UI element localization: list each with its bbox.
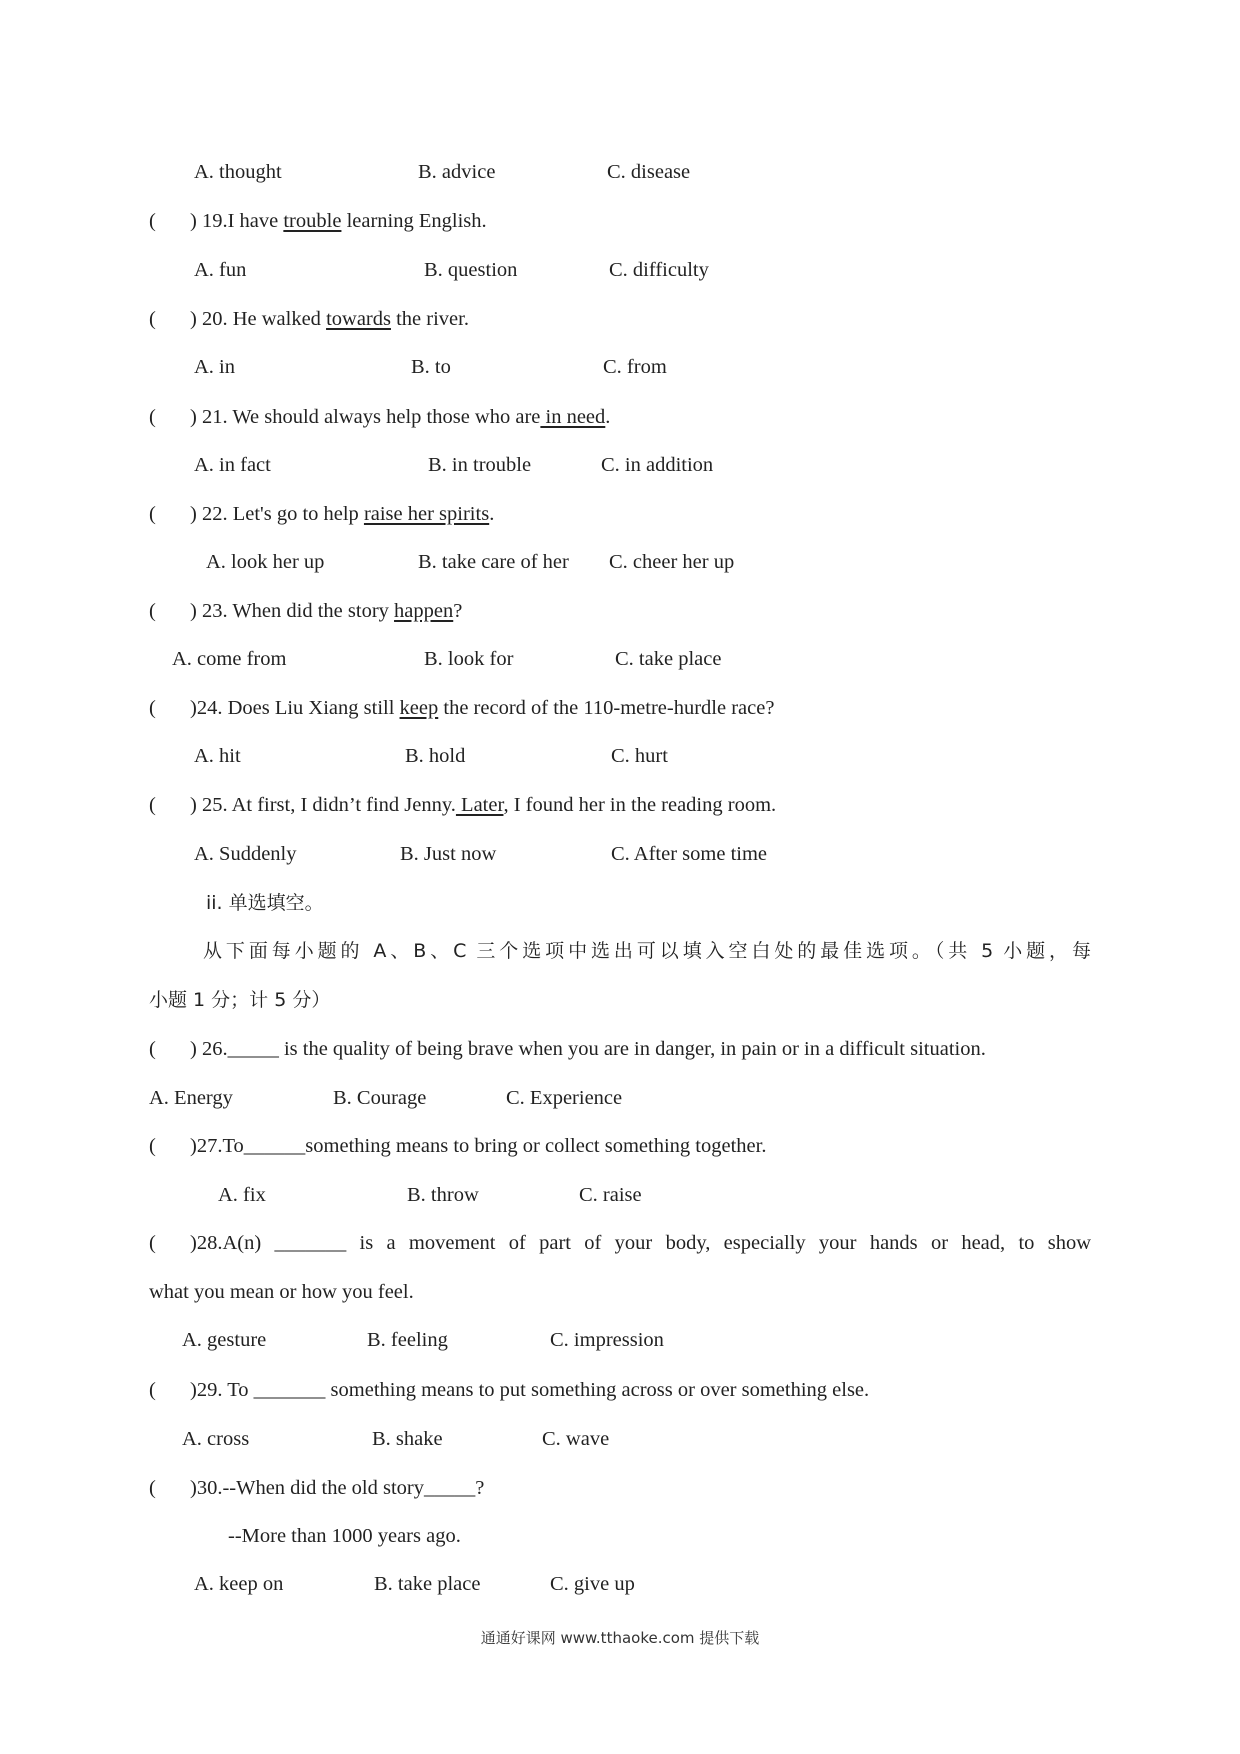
underlined-phrase: Later [455, 794, 504, 816]
section-heading: ii. 单选填空。 [206, 892, 324, 914]
answer-option: C. impression [550, 1329, 664, 1351]
answer-option: B. in trouble [428, 454, 532, 476]
answer-option: B. to [411, 356, 451, 378]
question-segment: )29. To _______ something means to put something across or over something else. [190, 1379, 870, 1401]
answer-option: C. give up [550, 1573, 635, 1595]
question-segment: ) 21. We should always help those who are [190, 406, 541, 428]
question-segment: ) 23. When did the story [190, 600, 395, 622]
underlined-phrase: keep [399, 697, 439, 719]
answer-option: A. in [194, 356, 235, 378]
answer-blank-paren[interactable]: ( [149, 600, 156, 622]
answer-option: C. disease [607, 161, 691, 183]
answer-blank-paren[interactable]: ( [149, 406, 156, 428]
answer-option: C. from [603, 356, 667, 378]
question-segment: ) 20. He walked [190, 308, 327, 330]
answer-option: A. fix [218, 1184, 266, 1206]
question-segment: learning English. [341, 210, 487, 232]
answer-blank-paren[interactable]: ( [149, 697, 156, 719]
answer-option: B. shake [372, 1428, 443, 1450]
answer-option: B. take care of her [418, 551, 569, 573]
answer-option: C. cheer her up [609, 551, 735, 573]
answer-option: A. gesture [182, 1329, 267, 1351]
answer-option: A. cross [182, 1428, 250, 1450]
question-segment: )24. Does Liu Xiang still [190, 697, 400, 719]
underlined-phrase: towards [326, 308, 391, 330]
answer-option: B. throw [407, 1184, 479, 1206]
answer-option: C. After some time [611, 843, 768, 865]
answer-option: C. difficulty [609, 259, 709, 281]
answer-option: A. hit [194, 745, 241, 767]
question-text [190, 1476, 484, 1500]
answer-option: A. thought [194, 161, 282, 183]
answer-blank-paren[interactable]: ( [149, 1477, 156, 1499]
question-segment: . [489, 503, 495, 525]
answer-blank-paren[interactable]: ( [149, 1379, 156, 1401]
question-continuation: what you mean or how you feel. [149, 1281, 414, 1303]
answer-option: C. raise [579, 1184, 642, 1206]
question-segment: the record of the 110-metre-hurdle race? [438, 697, 775, 719]
answer-option: A. in fact [194, 454, 271, 476]
answer-option: B. look for [424, 648, 514, 670]
question-text [190, 793, 776, 817]
answer-blank-paren[interactable]: ( [149, 794, 156, 816]
answer-option: A. keep on [194, 1573, 284, 1595]
answer-option: A. fun [194, 259, 247, 281]
answer-option: A. look her up [206, 551, 325, 573]
question-text [190, 1231, 1091, 1255]
question-segment: . [605, 406, 611, 428]
question-text [190, 599, 462, 623]
question-segment: )28.A(n) _______ is a movement of part of your body, especially your hands or head, to show [190, 1232, 1091, 1254]
answer-option: C. in addition [601, 454, 714, 476]
answer-option: B. Courage [333, 1087, 427, 1109]
question-text [190, 696, 774, 720]
underlined-phrase: raise her spirits [363, 503, 490, 525]
answer-option: A. Suddenly [194, 843, 297, 865]
underlined-phrase: in need [540, 406, 606, 428]
answer-blank-paren[interactable]: ( [149, 503, 156, 525]
section-instruction: 小题 1 分；计 5 分） [149, 989, 331, 1011]
question-text [190, 1134, 766, 1158]
answer-option: B. take place [374, 1573, 481, 1595]
answer-blank-paren[interactable]: ( [149, 1135, 156, 1157]
answer-option: C. Experience [506, 1087, 623, 1109]
answer-option: B. Just now [400, 843, 497, 865]
section-instruction: 从下面每小题的 A、B、C 三个选项中选出可以填入空白处的最佳选项。（共 5 小题，每 [203, 940, 1091, 962]
question-segment: the river. [390, 308, 469, 330]
question-text [190, 1378, 869, 1402]
question-segment: , I found her in the reading room. [503, 794, 777, 816]
question-continuation: --More than 1000 years ago. [228, 1525, 461, 1547]
question-segment: ) 19.I have [190, 210, 284, 232]
answer-blank-paren[interactable]: ( [149, 308, 156, 330]
question-text [190, 502, 494, 526]
answer-option: B. question [424, 259, 518, 281]
question-segment: ) 25. At first, I didn’t find Jenny. [190, 794, 456, 816]
answer-option: B. feeling [367, 1329, 448, 1351]
answer-option: A. Energy [149, 1087, 233, 1109]
question-segment: ? [453, 600, 463, 622]
question-segment: )27.To______something means to bring or collect something together. [190, 1135, 767, 1157]
answer-blank-paren[interactable]: ( [149, 1232, 156, 1254]
question-segment: ) 26._____ is the quality of being brave when you are in danger, in pain or in a difficult situation. [190, 1038, 986, 1060]
answer-option: B. hold [405, 745, 466, 767]
answer-option: C. hurt [611, 745, 668, 767]
answer-option: C. take place [615, 648, 722, 670]
question-segment: )30.--When did the old story_____? [190, 1477, 485, 1499]
answer-option: C. wave [542, 1428, 610, 1450]
answer-blank-paren[interactable]: ( [149, 1038, 156, 1060]
answer-option: B. advice [418, 161, 496, 183]
page-footer: 通通好课网 www.tthaoke.com 提供下载 [480, 1629, 760, 1647]
answer-blank-paren[interactable]: ( [149, 210, 156, 232]
answer-option: A. come from [172, 648, 287, 670]
question-text [190, 1037, 986, 1061]
question-text [190, 209, 487, 233]
question-segment: ) 22. Let's go to help [190, 503, 364, 525]
question-text [190, 307, 469, 331]
underlined-phrase: trouble [283, 210, 342, 232]
question-text [190, 405, 610, 429]
underlined-phrase: happen [394, 600, 454, 622]
